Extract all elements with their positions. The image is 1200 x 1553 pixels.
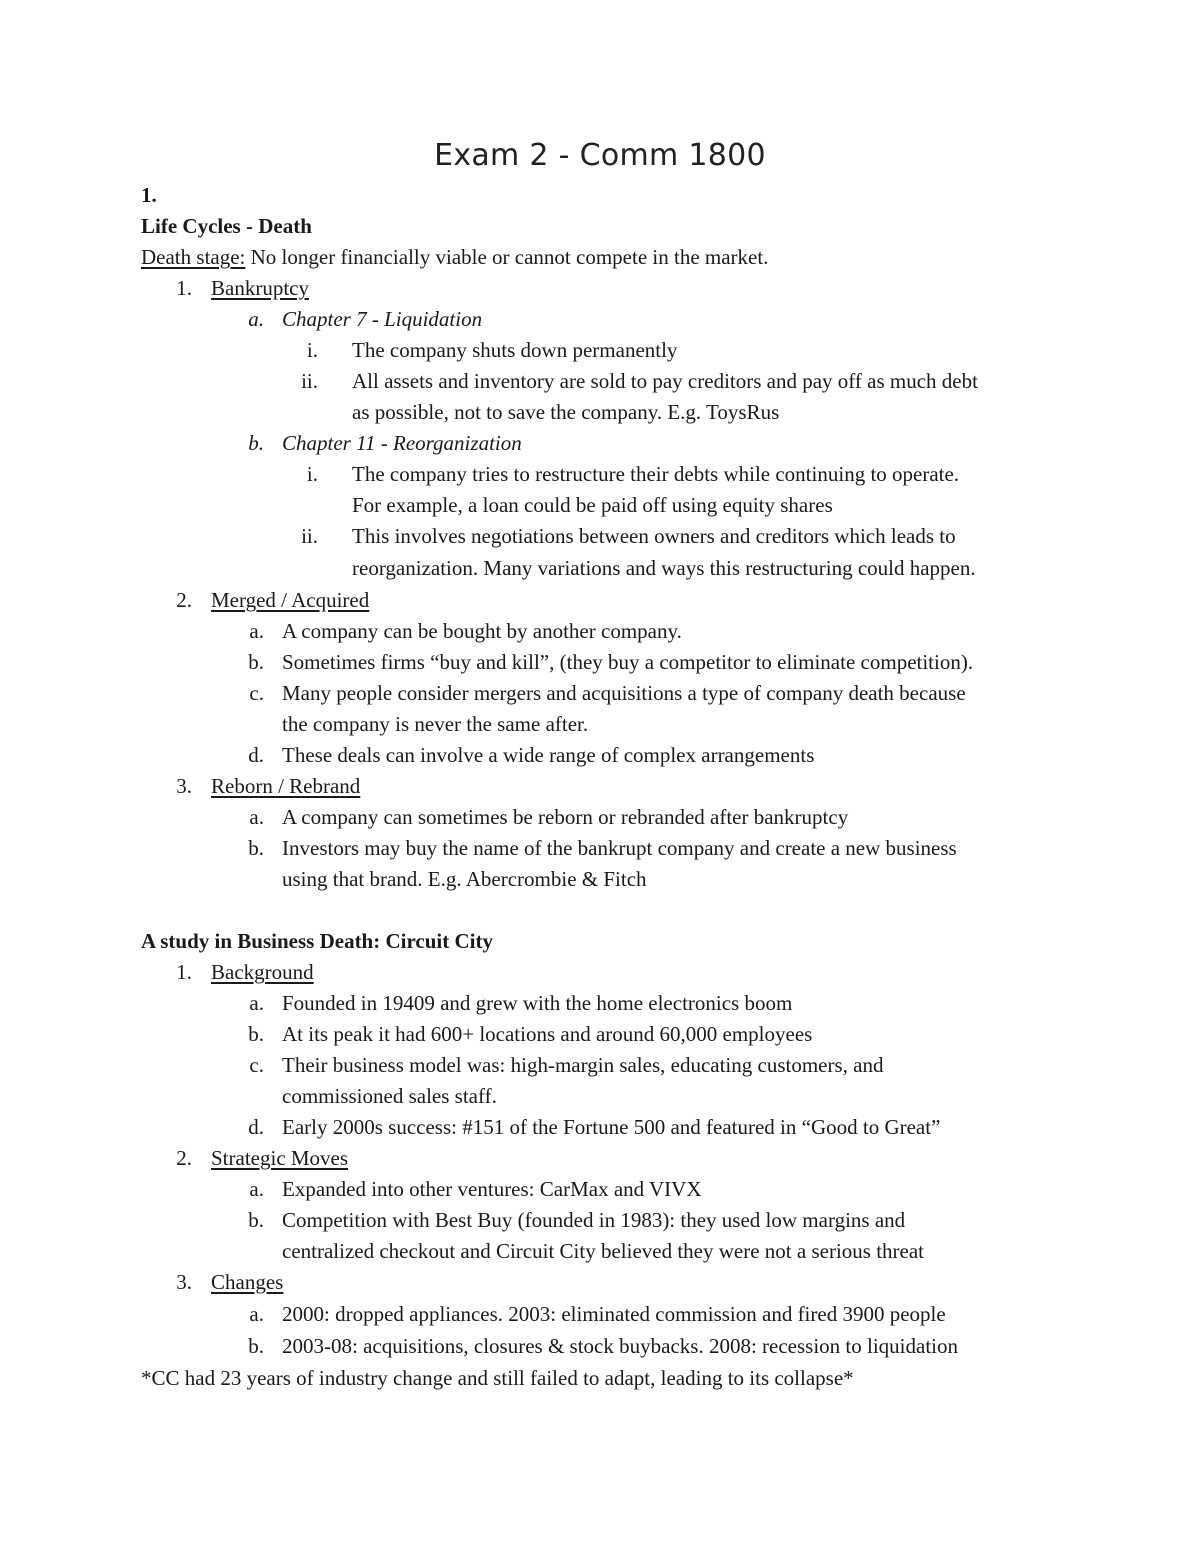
list-item-label: Changes <box>211 1270 284 1294</box>
point-marker: d. <box>248 1115 264 1139</box>
point-text: These deals can involve a wide range of complex arrangements <box>282 743 815 767</box>
point-text: A company can be bought by another company. <box>282 619 682 643</box>
point-marker: d. <box>248 743 264 767</box>
point-marker: a. <box>249 619 264 643</box>
point-text-continued: the company is never the same after. <box>282 712 589 736</box>
list-marker: 1. <box>176 960 192 984</box>
sublist-label: Chapter 7 - Liquidation <box>282 307 483 331</box>
point-text-continued: as possible, not to save the company. E.g. ToysRus <box>352 400 780 424</box>
list-marker: 2. <box>176 1146 192 1170</box>
sublist-label: Chapter 11 - Reorganization <box>282 431 522 455</box>
point-marker: b. <box>248 1022 264 1046</box>
point-text: Expanded into other ventures: CarMax and VIVX <box>282 1177 702 1201</box>
point-text-continued: centralized checkout and Circuit City believed they were not a serious threat <box>282 1239 925 1263</box>
point-text: The company shuts down permanently <box>352 338 678 362</box>
section-number: 1. <box>141 183 157 207</box>
point-text: Early 2000s success: #151 of the Fortune 500 and featured in “Good to Great” <box>282 1115 941 1139</box>
section-heading: A study in Business Death: Circuit City <box>141 929 493 953</box>
point-marker: b. <box>248 836 264 860</box>
point-text: Their business model was: high-margin sales, educating customers, and <box>282 1053 884 1077</box>
list-marker: 3. <box>176 774 192 798</box>
list-item-label: Background <box>211 960 314 984</box>
point-marker: i. <box>306 462 318 486</box>
point-marker: a. <box>249 991 264 1015</box>
point-text: Investors may buy the name of the bankrupt company and create a new business <box>282 836 957 860</box>
definition-line <box>141 242 768 273</box>
point-text: Many people consider mergers and acquisitions a type of company death because <box>282 681 966 705</box>
point-text: 2003-08: acquisitions, closures & stock buybacks. 2008: recession to liquidation <box>282 1334 958 1358</box>
section-heading: Life Cycles - Death <box>141 214 312 238</box>
sublist-marker: b. <box>248 431 264 455</box>
point-text: The company tries to restructure their debts while continuing to operate. <box>352 462 960 486</box>
point-text: 2000: dropped appliances. 2003: eliminated commission and fired 3900 people <box>282 1302 946 1326</box>
footnote: *CC had 23 years of industry change and still failed to adapt, leading to its collapse* <box>141 1366 854 1390</box>
point-text: At its peak it had 600+ locations and around 60,000 employees <box>282 1022 813 1046</box>
point-marker: i. <box>306 338 318 362</box>
definition-text: No longer financially viable or cannot compete in the market. <box>245 245 769 269</box>
list-marker: 2. <box>176 588 192 612</box>
document-title: Exam 2 - Comm 1800 <box>434 138 766 173</box>
point-marker: a. <box>249 1177 264 1201</box>
point-text-continued: using that brand. E.g. Abercrombie & Fitch <box>282 867 647 891</box>
list-marker: 3. <box>176 1270 192 1294</box>
point-text-continued: For example, a loan could be paid off using equity shares <box>352 493 833 517</box>
point-text-continued: reorganization. Many variations and ways this restructuring could happen. <box>352 556 976 580</box>
point-marker: a. <box>249 1302 264 1326</box>
point-marker: c. <box>249 681 264 705</box>
definition-label: Death stage: <box>141 245 246 269</box>
point-text: Competition with Best Buy (founded in 1983): they used low margins and <box>282 1208 906 1232</box>
point-text: All assets and inventory are sold to pay creditors and pay off as much debt <box>352 369 978 393</box>
list-marker: 1. <box>176 276 192 300</box>
point-marker: c. <box>249 1053 264 1077</box>
point-text: Founded in 19409 and grew with the home electronics boom <box>282 991 793 1015</box>
point-text: A company can sometimes be reborn or rebranded after bankruptcy <box>282 805 849 829</box>
point-marker: a. <box>249 805 264 829</box>
point-text-continued: commissioned sales staff. <box>282 1084 497 1108</box>
list-item-label: Merged / Acquired <box>211 588 370 612</box>
point-text: This involves negotiations between owners and creditors which leads to <box>352 524 956 548</box>
point-marker: b. <box>248 650 264 674</box>
point-marker: b. <box>248 1208 264 1232</box>
point-marker: ii. <box>301 524 318 548</box>
point-marker: b. <box>248 1334 264 1358</box>
list-item-label: Strategic Moves <box>211 1146 349 1170</box>
list-item-label: Reborn / Rebrand <box>211 774 361 798</box>
point-marker: ii. <box>301 369 318 393</box>
sublist-marker: a. <box>248 307 264 331</box>
point-text: Sometimes firms “buy and kill”, (they buy a competitor to eliminate competition). <box>282 650 974 674</box>
list-item-label: Bankruptcy <box>211 276 309 300</box>
